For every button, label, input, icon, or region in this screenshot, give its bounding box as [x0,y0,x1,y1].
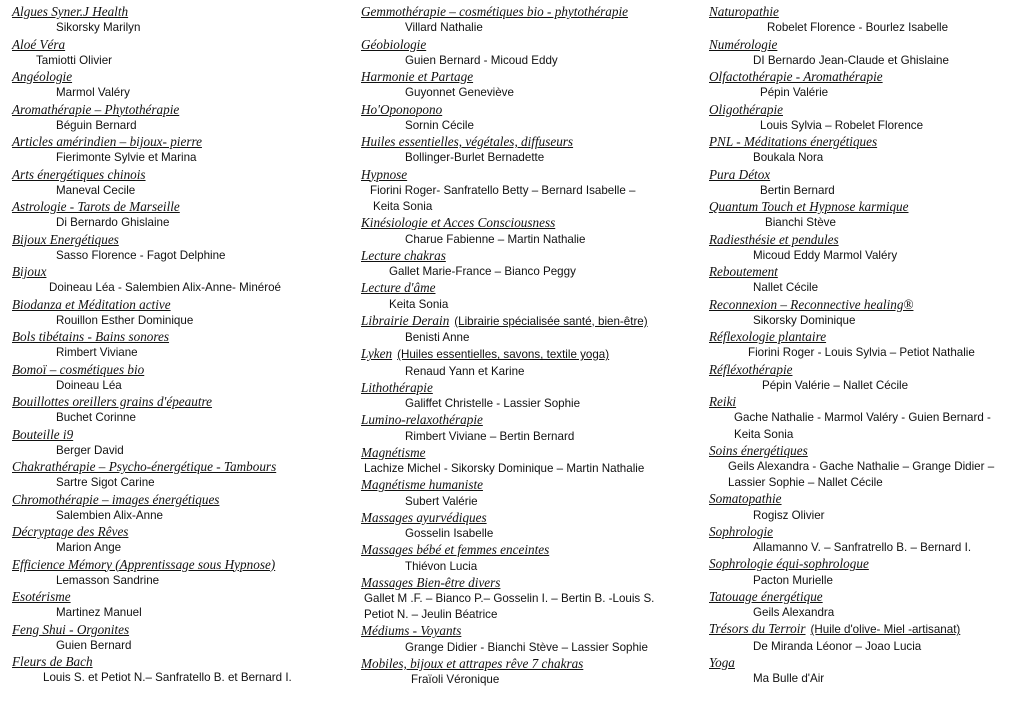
category-heading [12,297,352,313]
directory-entry [361,346,701,380]
category-label: Fleurs de Bach [12,654,93,669]
directory-entry [361,445,701,478]
category-label: Astrologie - Tarots de Marseille [12,199,180,214]
category-label: Ho'Oponopono [361,101,443,117]
category-label: Lecture d'âme [361,280,436,296]
directory-entry [361,412,701,445]
practitioner-names: De Miranda Léonor – Joao Lucia [753,639,922,653]
directory-entry [361,167,701,216]
directory-entry [12,264,352,297]
practitioner-names: Keita Sonia [734,427,794,441]
practitioner-names: Villard Nathalie [405,21,483,35]
directory-entry [361,313,701,347]
directory-entry [361,102,701,135]
category-heading [361,575,701,591]
category-heading [709,69,1019,85]
category-label: Magnétisme [361,444,426,460]
category-heading [361,248,701,264]
category-heading [361,102,701,118]
practitioner-names: Grange Didier - Bianchi Stève – Lassier Sophie [405,640,648,654]
directory-entry [709,232,1019,265]
practitioner-names: Guien Bernard [56,638,132,652]
practitioner-names: Buchet Corinne [56,411,136,425]
directory-entry [12,199,352,232]
practitioner-names: Allamanno V. – Sanfratrello B. – Bernard I. [753,541,972,555]
category-label: Harmonie et Partage [361,69,474,84]
category-heading [709,491,1019,507]
category-heading [12,102,352,118]
category-heading [361,134,701,150]
category-heading [361,412,701,428]
directory-entry [12,524,352,557]
category-label: Réflexologie plantaire [709,329,827,344]
practitioner-names: Pacton Murielle [753,573,833,587]
practitioner-names: Subert Valérie [405,494,478,508]
category-heading [361,477,701,493]
category-heading [361,346,701,363]
practitioner-names: Charue Fabienne – Martin Nathalie [405,232,586,246]
category-label: Kinésiologie et Acces Consciousness [361,215,556,231]
category-heading [709,37,1019,53]
category-heading [12,134,352,150]
directory-entry [361,248,701,281]
practitioner-names: Gallet Marie-France – Bianco Peggy [389,265,576,278]
directory-entry [12,4,352,37]
category-label: Magnétisme humaniste [361,477,483,493]
directory-entry [12,362,352,395]
directory-entry [12,394,352,427]
practitioner-names: Fiorini Roger- Sanfratello Betty – Bernard Isabelle – [370,183,636,197]
category-heading [361,4,701,20]
category-heading [709,556,1019,572]
category-label: Soins énergétiques [709,442,808,458]
directory-entry [709,297,1019,330]
directory-entry [361,37,701,70]
category-label: Bijoux Energétiques [12,231,119,247]
directory-entry [709,556,1019,589]
category-heading [12,264,352,280]
directory-entry [709,134,1019,167]
category-heading [709,134,1019,150]
category-label: Algues Syner.J Health [12,4,129,19]
category-heading [709,264,1019,280]
category-heading [12,654,352,670]
practitioner-names: Doineau Léa - Salembien Alix-Anne- Minéroé [49,281,282,295]
category-heading [12,4,352,20]
category-label: Massages ayurvédiques [361,509,487,525]
category-label: Chakrathérapie – Psycho-énergétique - Tambours [12,459,277,474]
practitioner-names: Sartre Sigot Carine [56,476,155,490]
practitioner-names: Marmol Valéry [56,86,130,100]
category-label: Lyken [361,346,393,362]
directory-entry [361,69,701,102]
directory-entry [12,232,352,265]
category-heading [709,362,1019,378]
category-heading [12,492,352,508]
practitioner-names: Maneval Cecile [56,183,136,197]
practitioner-names: Lachize Michel - Sikorsky Dominique – Martin Nathalie [364,462,645,475]
category-heading [709,443,1019,459]
directory-entry [709,655,1019,688]
category-heading [709,4,1019,20]
category-note: (Huile d'olive- Miel -artisanat) [810,623,961,637]
category-label: Oligothérapie [709,101,783,117]
category-heading [12,167,352,183]
category-label: Trésors du Terroir [709,621,806,637]
category-label: Lumino-relaxothérapie [361,412,483,428]
practitioner-names: Galiffet Christelle - Lassier Sophie [405,397,581,410]
practitioner-names: Berger David [56,443,124,457]
practitioner-names: Martinez Manuel [56,606,142,620]
practitioner-names: Fraïoli Véronique [411,673,500,687]
category-label: Mobiles, bijoux et attrapes rêve 7 chakras [361,655,584,671]
category-label: Angéologie [12,69,73,84]
practitioner-names: Bollinger-Burlet Bernadette [405,151,545,165]
directory-entry [12,134,352,167]
practitioner-names: Sikorsky Dominique [753,313,856,327]
category-label: Hypnose [361,166,408,182]
directory-column-1 [12,4,352,687]
category-heading [12,362,352,378]
practitioner-names: Pépin Valérie [760,86,829,100]
practitioner-names: Sasso Florence - Fagot Delphine [56,248,226,262]
category-label: Chromothérapie – images énergétiques [12,491,220,507]
category-label: Arts énergétiques chinois [12,166,146,182]
practitioner-names: Micoud Eddy Marmol Valéry [753,248,898,262]
practitioner-names: Geils Alexandra - Gache Nathalie – Grange Didier – [728,460,995,473]
practitioner-names: Rogisz Olivier [753,508,825,522]
category-label: PNL - Méditations énergétiques [709,134,878,149]
category-label: Numérologie [709,36,778,52]
category-heading [361,167,701,183]
directory-entry [361,280,701,313]
category-heading [12,589,352,605]
category-label: Radiesthésie et pendules [709,231,839,247]
practitioner-names: Salembien Alix-Anne [56,508,163,522]
directory-entry [709,524,1019,557]
category-label: Aloé Véra [12,36,66,52]
directory-entry [361,656,701,689]
category-label: Efficience Mémory (Apprentissage sous Hypnose) [12,556,276,572]
practitioner-names: Rouillon Esther Dominique [56,313,194,327]
category-heading [12,459,352,475]
practitioner-names: Béguin Bernard [56,118,137,132]
directory-entry [12,427,352,460]
practitioner-names: Bertin Bernard [760,183,835,197]
directory-entry [361,380,701,413]
category-note: (Librairie spécialisée santé, bien-être) [454,314,648,328]
directory-entry [709,394,1019,443]
practitioner-names: Di Bernardo Ghislaine [56,216,170,230]
category-heading [361,37,701,53]
practitioner-names: Gosselin Isabelle [405,527,494,540]
directory-entry [709,491,1019,524]
practitioner-names: Doineau Léa [56,378,122,392]
practitioner-names: Robelet Florence - Bourlez Isabelle [767,21,949,35]
directory-entry [12,589,352,622]
practitioner-names: Rimbert Viviane – Bertin Bernard [405,429,575,443]
category-label: Décryptage des Rêves [12,524,129,539]
category-label: Massages bébé et femmes enceintes [361,542,550,558]
practitioner-names: Louis Sylvia – Robelet Florence [760,118,924,132]
category-heading [361,510,701,526]
practitioner-names: Boukala Nora [753,151,824,165]
practitioner-names: Petiot N. – Jeulin Béatrice [364,608,498,622]
directory-entry [12,167,352,200]
category-label: Massages Bien-être divers [361,574,501,590]
category-heading [12,427,352,443]
practitioner-names: Tamiotti Olivier [36,53,113,67]
directory-entry [709,362,1019,395]
category-heading [361,656,701,672]
category-note: (Huiles essentielles, savons, textile yoga) [397,348,610,362]
category-heading [361,380,701,396]
category-label: Yoga [709,654,735,670]
directory-entry [361,510,701,543]
category-heading [361,623,701,639]
practitioner-names: Pépin Valérie – Nallet Cécile [762,378,909,392]
category-heading [12,557,352,573]
practitioner-names: Geils Alexandra [753,606,835,620]
practitioner-names: Ma Bulle d'Air [753,672,825,686]
category-heading [709,167,1019,183]
category-label: Reiki [709,394,737,409]
category-label: Lecture chakras [361,247,446,263]
practitioner-names: Nallet Cécile [753,281,819,295]
practitioner-names: Louis S. et Petiot N.– Sanfratello B. et Bernard I. [43,671,292,685]
practitioner-names: Fierimonte Sylvie et Marina [56,151,197,165]
practitioner-names: Bianchi Stève [765,216,836,230]
directory-entry [709,69,1019,102]
category-heading [709,232,1019,248]
directory-column-3 [709,4,1019,687]
category-heading [361,215,701,231]
category-label: Bols tibétains - Bains sonores [12,329,170,344]
directory-entry [12,329,352,362]
category-label: Reconnexion – Reconnective healing® [709,296,914,312]
category-label: Sophrologie [709,523,773,539]
directory-entry [12,37,352,70]
practitioner-names: Marion Ange [56,541,122,555]
directory-entry [709,167,1019,200]
category-heading [361,69,701,85]
category-heading [12,37,352,53]
directory-entry [709,4,1019,37]
practitioner-names: Renaud Yann et Karine [405,364,525,378]
category-heading [12,69,352,85]
directory-entry [709,199,1019,232]
practitioner-names: Fiorini Roger - Louis Sylvia – Petiot Nathalie [748,346,975,360]
practitioner-names: Thiévon Lucia [405,559,478,573]
category-heading [12,622,352,638]
category-heading [709,655,1019,671]
practitioner-names: Keita Sonia [373,200,433,213]
category-label: Naturopathie [709,4,779,19]
directory-entry [361,215,701,248]
category-label: Quantum Touch et Hypnose karmique [709,199,909,214]
practitioner-names: Sornin Cécile [405,118,474,132]
category-heading [361,313,701,330]
directory-entry [709,37,1019,70]
category-label: Bijoux [12,264,47,279]
category-label: Reboutement [709,264,778,279]
directory-entry [12,297,352,330]
category-heading [12,394,352,410]
practitioner-names: Rimbert Viviane [56,346,138,360]
category-label: Biodanza et Méditation active [12,296,171,312]
category-heading [12,524,352,540]
category-label: Bouteille i9 [12,426,74,442]
category-heading [361,542,701,558]
practitioner-names: Guyonnet Geneviève [405,86,514,100]
directory-entry [12,102,352,135]
directory-entry [709,329,1019,362]
directory-entry [12,622,352,655]
category-label: Esotérisme [12,589,71,604]
category-heading [12,232,352,248]
category-heading [361,445,701,461]
category-label: Réfléxothérapie [709,361,793,377]
directory-entry [12,654,352,687]
directory-entry [709,589,1019,622]
practitioner-names: Keita Sonia [389,297,449,311]
category-label: Gemmothérapie – cosmétiques bio - phytothérapie [361,4,628,19]
category-label: Médiums - Voyants [361,623,462,639]
category-label: Bomoï – cosmétiques bio [12,361,145,377]
category-heading [12,329,352,345]
directory-entry [12,459,352,492]
directory-entry [12,69,352,102]
category-heading [12,199,352,215]
category-label: Sophrologie équi-sophrologue [709,556,869,572]
category-heading [709,589,1019,605]
practitioner-names: Guien Bernard - Micoud Eddy [405,53,558,67]
category-label: Tatouage énergétique [709,588,823,604]
category-label: Lithothérapie [361,379,433,395]
category-label: Somatopathie [709,491,782,507]
directory-entry [709,102,1019,135]
practitioner-names: Lemasson Sandrine [56,573,160,587]
directory-column-2 [361,4,701,688]
category-heading [709,621,1019,638]
practitioner-names: Lassier Sophie – Nallet Cécile [728,476,883,490]
category-label: Géobiologie [361,36,427,52]
category-heading [709,394,1019,410]
category-label: Feng Shui - Orgonites [12,621,130,637]
category-heading [709,524,1019,540]
directory-entry [12,492,352,525]
practitioner-names: Gache Nathalie - Marmol Valéry - Guien Bernard - [734,411,991,425]
practitioner-names: DI Bernardo Jean-Claude et Ghislaine [753,53,949,67]
category-heading [361,280,701,296]
category-label: Aromathérapie – Phytothérapie [12,101,180,117]
directory-entry [361,477,701,510]
practitioner-names: Benisti Anne [405,331,470,344]
category-label: Articles amérindien – bijoux- pierre [12,134,202,149]
category-label: Huiles essentielles, végétales, diffuseurs [361,134,574,149]
directory-entry [709,264,1019,297]
directory-entry [709,621,1019,655]
directory-entry [361,542,701,575]
practitioner-names: Gallet M .F. – Bianco P.– Gosselin I. – Bertin B. -Louis S. [364,592,655,605]
category-heading [709,297,1019,313]
directory-entry [361,575,701,624]
category-label: Librairie Derain [361,312,450,328]
category-heading [709,199,1019,215]
category-label: Bouillottes oreillers grains d'épeautre [12,394,213,409]
practitioner-names: Sikorsky Marilyn [56,21,141,35]
category-label: Olfactothérapie - Aromathérapie [709,69,883,84]
category-heading [709,329,1019,345]
category-label: Pura Détox [709,166,771,182]
category-heading [709,102,1019,118]
directory-entry [361,134,701,167]
directory-entry [709,443,1019,492]
directory-entry [361,4,701,37]
directory-entry [361,623,701,656]
directory-entry [12,557,352,590]
